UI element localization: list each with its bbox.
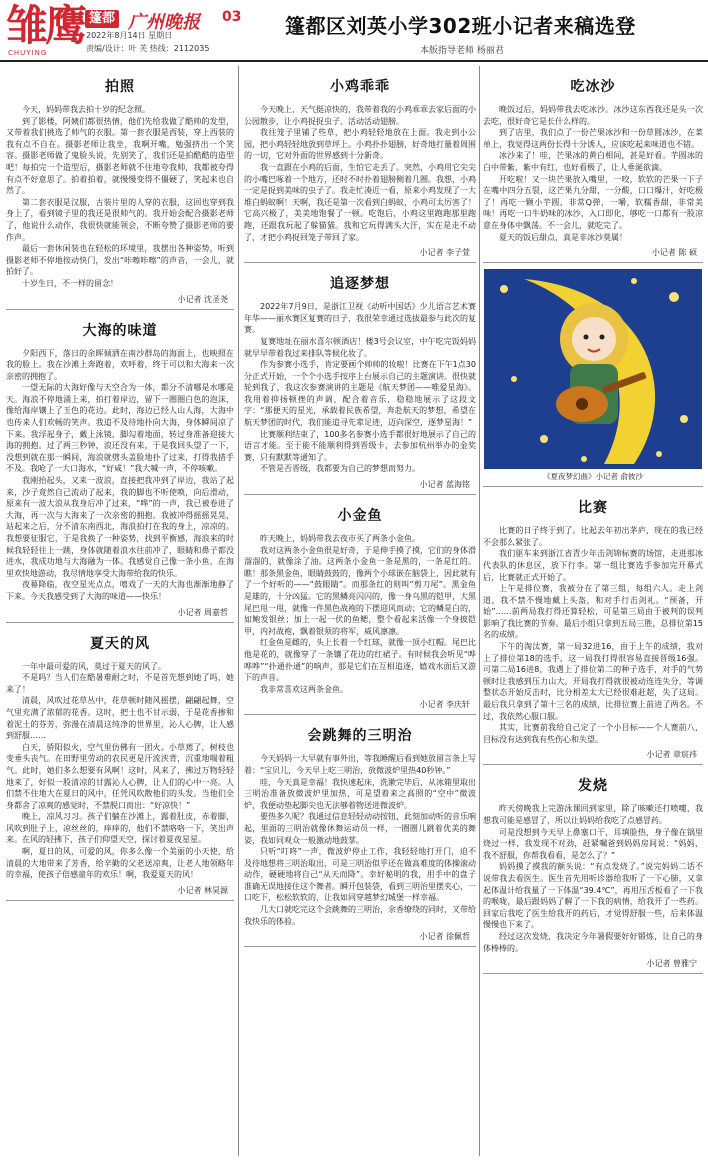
column-divider: [238, 66, 239, 1156]
paragraph: 2022年7月9日，是浙江卫视《动听中国话》少儿语言艺术赛年华——丽水赛区复赛的日子，我很荣幸通过选拔最参与此次的复赛。: [244, 302, 476, 335]
paragraph: 昨天傍晚我上完游泳课回到家里，除了咳嗽还打喷嚏，我想我可能是感冒了，所以让妈妈给我吃了点感冒药。: [483, 804, 703, 825]
paragraph: 我一直跟在小鸡的后面，生怕它走丢了。突然，小鸡用它尖尖的小嘴巴啄着一个地方，还时不时扑着翅膀侧着几圈。我想，小鸡一定是捉到美味的虫子了。我走忙凑近一看，原来小鸡发现了一大堆白蚂蚁啊！天啊，我还是第一次看到白蚂蚁，小鸡可太厉害了！它高兴极了，美美地饱餐了一顿。吃饱后，小鸡这里跑跑那里跑跑，还跟我玩起了躲猫猫。我和它玩得满头大汗，实在是走不动了，才把小鸡捉回笼子带回了家。: [244, 162, 476, 242]
paragraph: 夕阳西下，落日的余晖倾洒在南沙群岛的海面上，也映照在我的脸上。我在沙滩上奔跑着，欢呼着，终于可以和大海来一次亲密的拥抱了。: [6, 348, 234, 381]
paragraph: 只听“叮咚”一声，微波炉停止工作，我轻轻地打开门，迫不及待地想将三明治取出，可是三明治似乎还在做高难度的体操滚动动作，硬硬地将自己“从天而降”。幸好秘明的我，用手中的盘子准确无误地接住这个舞者。瞬开包装袋，看到三明治里摆夹心，一口吃下，松松软软的，让我如同穿越梦幻城堡一样幸福。: [244, 847, 476, 903]
paragraph: 晚饭过后，妈妈带我去吃冰沙。冰沙这东西我还是头一次去吃，很好奇它是长什么样的。: [483, 105, 703, 126]
section-divider: [244, 262, 476, 263]
paragraph: 比赛顺利结束了，100多名参赛小选手都很好地展示了自己的语言才能。至于能不能顺利得到晋级卡，去参加杭州举办的金奖赛，只有默默等通知了。: [244, 429, 476, 462]
paragraph: 几大口就吃完这个会跳舞的三明治，余香缭绕的同时，又带给我快乐的体验。: [244, 905, 476, 926]
section-divider: [244, 714, 476, 715]
article-byline: 小记者 章宸祎: [646, 750, 697, 760]
advisor-line: 本版指导老师 杨丽君: [420, 46, 504, 56]
article-title: 发烧: [578, 778, 608, 795]
column-1: [6, 66, 234, 1156]
paragraph: 不是吗？当人们在酷暑难耐之时，不是首先想到她了吗，她来了！: [6, 673, 234, 694]
article-body: [244, 301, 476, 475]
paragraph: 可是没想到今天早上鼻塞口干，耳填脸热，身子像在锅里烧过一样，我发现不对劲，赶紧嘱爸到妈妈房间说：“妈妈，我不舒服，你帮我看看，是怎么了？”: [483, 827, 703, 860]
paragraph: 一年中最可爱的风，莫过于夏天的风了。: [22, 661, 166, 671]
paragraph: 我非常喜欢这两条金鱼。: [260, 684, 348, 694]
paragraph: 复赛地址在丽水喜尔顿酒店！楼3号会议室，中午吃完饭妈妈就早早带着我过来排队等候化妆了。: [244, 336, 476, 358]
article-title: 拍照: [105, 79, 135, 95]
article-byline: 小记者 周嘉哲: [177, 607, 228, 617]
drawing-face: [572, 317, 616, 361]
article: [6, 76, 234, 310]
article: [483, 775, 703, 974]
paragraph: 啊，夏日的风，可爱的风，你多么像一个美丽的小天使，给清晨的大地带来了芳香，给辛勤的父老送凉爽，让老人地领略年的幸福，使孩子倍感童年的欢乐！啊，我爱夏天的风！: [6, 847, 234, 880]
article-body: [6, 348, 234, 603]
paragraph: 我们驱车来到浙江省青少年击剑锦标赛的场馆，走进那冰代表队的休息区，放下行李。第一组比赛选手参加完开幕式后，比赛就正式开始了。: [483, 549, 703, 582]
article: [483, 497, 703, 765]
issue-date: 2022年8月14日 星期日: [86, 31, 173, 40]
section-divider: [483, 764, 703, 765]
paragraph: 下午的淘汰赛，第一局32进16，由于上午的成绩，我对上了排位第18的选手，这一局我打得很容易直接晋级16强。可第二局16进8，我遇上了排位第二的种子选手，对手的气势顿时让我感到压力山大。开局我打得就很被动连连失分，等调整状态开始反击时，比分相差太大已经很难赶超，失了这局。最后我只拿到了第十三名的成绩，比排位赛上前进了两名。不过，我依然心服口服。: [483, 642, 703, 721]
paragraph: 到了影楼，阿姨们都很热情，他们先给我做了酷帅的发型，又带着我们挑选了帅气的衣服。第一套衣服是西装，穿上西装的我有点不自在。摄影老师让我坐，我啊开嘴，勉强挤出一个笑容。摄影老师做了鬼脸头说，先别笑了，我们还是拍酷酷的造型吧！每拍完一个造型后，摄影老师就不住地夸我帅，我都被夸得有点不好意思了。拍着拍着，就慢慢变得不僵硬了，笑起来也自然了。: [6, 116, 234, 196]
article-title: 会跳舞的三明治: [307, 728, 413, 745]
paragraph: 妈妈摸了摸我的额头说：“有点发烧了。”说完妈妈二话不说带我去看医生。医生首先用听诊器给我听了一下心肺，又拿起体温计给我量了一下体温“39.4℃”，再用压舌板看了一下我的喉咙，最后跟妈妈了解了一下我的病情，给我开了一些药。回家后我吃了医生给我开的药后，才觉得舒服一些，后来体温慢慢也下来了。: [483, 862, 703, 930]
paragraph: 今天妈妈一大早就有事外出，等我睡醒后看到她放留言条上写着：“宝贝儿，今天早上吃三明治，放微波炉里热40秒钟。”: [244, 754, 476, 775]
logo-text: 雏鹰: [6, 1, 85, 50]
paragraph: 我刚抬起头，又来一波浪，直接把我冲到了岸边，我站了起来，沙子竟然自己流动了起来，我的脚也不听使唤，向后滑动，原来有一波大浪从我身后冲了过来，“哗”的一声，我已被卷进了大海，再一次与大海来了一次亲密的拥抱。我被冲得摇摇晃晃，站起来之后，分不清东南西北，海浪拍打在我的身上，凉凉的。我想要征服它，于是我换了一种姿势，找到平衡感，海浪来的时候我轻轻往上一跳，身体就随着浪水往前冲了，眼睛和鼻子都没进水，我成功地与大海融为一体。我感觉自己像一条小鱼，在海里欢快地游动，我尽情地享受大海带给我的快乐。: [6, 476, 234, 578]
section-divider: [244, 946, 476, 947]
article-title: 追逐梦想: [330, 276, 390, 293]
article: [244, 505, 476, 715]
paragraph: 哇，今天真是幸福！我快速起床，洗漱完毕后，从冰箱里取出三明治准备放微波炉里加热，可是望着来之高照的“空中”微波炉，我便动垫起脚尖也无法够着物送进微波炉。: [244, 777, 476, 810]
paragraph: 其实，比赛前我给自己定了一个小目标——个人赛前八，目标没有达到我有些伤心和失望。: [483, 723, 703, 744]
section-divider: [483, 973, 703, 974]
paragraph: 经过这次发烧，我决定今年暑假要好好锻炼，让自己的身体棒棒的。: [483, 931, 703, 953]
section-divider: [6, 900, 234, 901]
article-body: [244, 753, 476, 927]
paragraph: 一望无际的大海好像与天空合为一体，都分不清哪是水哪是天。海浪不停地涌上来，拍打着岸边，留下一圈圈白色的泡沫，像给海岸镶上了玉色的花边。此时，海边已经人山人海，大海中也传来人们欢畅的笑声。我追不及待地扑向大海，身体瞬间凉了下来。我浮起身子，戴上泳镜，脚勾着地面，转过身准备迎接大海的拥抱。过了两三秒钟，浪还没有来，于是我回头望了一下，没想到就在那一瞬间，海浪就劈头盖脸地扑了过来，打得我措手不及。我呛了一大口海水，“好咸！”我大喊一声，不停咳嗽。: [6, 383, 234, 474]
paragraph: 红金鱼是雌的，头上长着一个红球，就像一顶小红帽。尾巴比他是花的，就像穿了一条镶了花边的红裙子。有时候我会听见“哗哗哗”“扑通扑通”的响声，那是它们在互相追逐，嬉戏水面后又游下的声音。: [244, 638, 476, 683]
article: [483, 76, 703, 263]
paragraph: 作为参赛小选手，肯定要画个帅帅的妆啦！比赛在下午1点30分正式开始，一个个小选手按序上台展示自己的主题演讲。很快就轮到我了，我这次参赛演讲的主题是《航天梦团——唯爱星海》。我用着抑扬顿挫的声调，配合着音乐，稳稳地展示了这段文字：“那便天的星光，承载着民族希望，奔赴航天的梦想，希望在航天梦团的时代，我们能追寻先辈足迹，迈向深空，逐梦星海！”: [244, 360, 476, 428]
paragraph: 我往笼子里铺了些草，把小鸡轻轻地放在上面。我走到小公园，把小鸡轻轻地放到草坪上。小鸡扑扑翅膀，好奇地打量着周围的一切，它对外面的世界感到十分新奇。: [244, 128, 476, 161]
article: [244, 725, 476, 947]
paragraph: 我对这两条小金鱼很是好奇，于是伸手摸了摸，它们的身体滑溜溜的，就像涂了油。这两条小金鱼一条是黑的，一条是红的。瞧！那条黑金鱼，眼睛鼓鼓的，像两个小球嵌在脑袋上，因此就有了一个好听的——“鼓眼睛”。而那条红的则叫“剪刀尾”。黑金鱼是雄的，十分凶猛。它的黑鳞亮闪闪的，像一身乌黑的铠甲，大黑尾巴甩一甩，就像一件黑色战袍的下摆迎风而动；它的鳞是白的，如鲍发银丝；加上一起一伏的鱼鳃，整个看起来活像一个身披铠甲，内衬战袍，飘着银须的将军，威风凛凛。: [244, 545, 476, 636]
section-divider: [6, 309, 234, 310]
article-body: [6, 661, 234, 881]
article-body: [244, 104, 476, 243]
paragraph: 开吃啦！又一块芒果放入嘴里，一咬，软软的芒果一下子在嘴中四分五裂，这芒果九分甜，一分酸，口口爆汁，好吃极了！再吃一颗小芋圆，非常Q弹，一嚼，软糯香甜，非常美味！再吃一口牛奶味的冰沙，入口即化，够吃一口都有一股凉意在身体中飘荡。不一会儿，就吃完了。: [483, 174, 703, 230]
article-body: [483, 104, 703, 243]
section-divider: [244, 494, 476, 495]
section-divider: [6, 622, 234, 623]
article-body: [6, 104, 234, 290]
masthead: [0, 0, 708, 62]
article: [6, 633, 234, 901]
column-2: [244, 66, 476, 1156]
paragraph: 最后一套休闲装也在轻松的环境里，我摆出各种姿势，听到摄影老师不停地按动快门，发出“咔嚓咔嚓”的声音，一会儿，就拍好了。: [6, 244, 234, 277]
editor-line: 责编/设计：叶 芙 热线：2112035: [86, 44, 210, 53]
article-byline: 小记者 沈圣尧: [177, 294, 228, 304]
column-divider: [479, 66, 480, 1156]
paragraph: 晚上，凉风习习。孩子们躺在沙滩上，露着肚皮，赤着脚，风吹到肚子上，凉丝丝的，痒痒的，他们不禁咯咯一下，笑出声来。在风的轻拂下，孩子们仰望天空，探讨着夏夜星星。: [6, 812, 234, 845]
paragraph: 比赛的日子终于到了。比起去年初出茅庐，现在的我已经不会那么紧张了。: [483, 526, 703, 547]
article: [244, 76, 476, 263]
paragraph: 冰沙来了！哇，芒果冰的黄白相间，甚是好看。芋圆冰的白中带紫，紫中有红，也好看极了，让人垂涎欲滴。: [483, 151, 703, 172]
paragraph: 今天，妈妈带我去拍十岁的纪念照。: [22, 105, 150, 114]
header-divider: [0, 60, 708, 62]
paper-name: 广州晚报: [128, 12, 200, 33]
logo-pinyin: CHUYING: [8, 49, 48, 57]
article-body: [483, 525, 703, 745]
article-byline: 小记者 蓝海铭: [419, 480, 470, 490]
paragraph: 清晨，风吹过花草丛中，花草顿时随风摇摆，翩翩起舞，空气里充满了浓郁的花香。这时，把土也不甘示弱，于是花香掺和着泥土的芬芳，弥漫在清晨这纯净的世界里，沁人心脾，让人感到舒服……: [6, 696, 234, 741]
district-badge: 篷都: [85, 10, 119, 28]
page-title: 篷都区刘英小学302班小记者来稿选登: [285, 14, 636, 38]
paragraph: 十岁生日，不一样的留念！: [22, 278, 118, 288]
article-title: 吃冰沙: [570, 79, 616, 95]
paragraph: 不管是否晋级，我都要为自己的梦想而努力。: [260, 464, 420, 474]
article-byline: 小记者 李庆轩: [419, 700, 470, 710]
article: [244, 273, 476, 495]
article-byline: 小记者 曾雅宁: [646, 959, 697, 969]
paragraph: 昨天晚上，妈妈带我去夜市买了两条小金鱼。: [260, 534, 420, 544]
article: [6, 320, 234, 623]
article-body: [244, 533, 476, 695]
article-byline: 小记者 徐佩哲: [419, 932, 470, 942]
section-divider: [483, 486, 703, 487]
paragraph: 第二套衣服是汉服，古装片里的人穿的衣服，这回也穿到我身上了，看到镜子里的我还是很帅气的。我开始会配合摄影老师了，他说什么动作，我很快就能领会，不断夸赞了摄影老师的要作声。: [6, 197, 234, 242]
paragraph: 夏天的饭后甜点，真是非冰沙莫属！: [499, 232, 627, 242]
article-title: 小鸡乖乖: [330, 79, 390, 95]
article-byline: 小记者 陈 硕: [651, 248, 697, 258]
article-byline: 小记者 林昊源: [177, 885, 228, 895]
article-title: 夏天的风: [90, 635, 150, 652]
paragraph: 今天晚上，天气挺凉快的，我带着我的小鸡乖乖去家后面的小公园散步，让小鸡捉捉虫子、活动活动翅膀。: [244, 105, 476, 126]
paragraph: 夜幕降临，夜空星光点点，嘻戏了一天的大海也渐渐地静了下来。今天我感受到了大海的味道——快乐！: [6, 580, 234, 601]
paragraph: 上午是排位赛，我被分在了第三组，每组六人。走上剑道，我不禁不慢地戴上头盔，和对手行击剑礼。“预备，开始”……前两局我打得还算轻松，可是第三局由于被判的误判影响了我比赛的节奏。最后小组只拿到五局三胜，总排位第15名的成绩。: [483, 584, 703, 640]
paragraph: 要热多久呢？我通过信息轻轻动动按钮，此刻加动听的音乐响起，里面的三明治就像休舞运动员一样，一圈圈儿跳着优美的舞姿，我如同观众一般激动地鼓掌。: [244, 812, 476, 845]
child-drawing: [484, 269, 702, 469]
paragraph: 到了店里，我们点了一份芒果冰沙和一份草圆冰沙，在菜单上，我觉得这两份长得十分诱人，应该吃起来味道也不错。: [483, 128, 703, 149]
page-number: 03: [222, 9, 242, 25]
article-title: 大海的味道: [82, 322, 158, 339]
article-title: 小金鱼: [337, 508, 383, 525]
section-divider: [483, 262, 703, 263]
article-byline: 小记者 李子萱: [419, 248, 470, 258]
paragraph: 白天，骄阳似火，空气里仿佛有一团火。小草蔫了，树枝也变垂头丧气。在田野里劳动的农民更是汗流浃背，沉重地喘着粗气。此时，她们多么想要有风啊！这时，风来了，拂过万物轻轻地来了，好似一股清凉的甘露沁人心脾，让人们的心中一亮。人们禁不住地大在夏日的风中，任凭风吹散他们的头发。当他们全身都舍了凉爽的感觉时，不禁脱口而出：“好凉快！”: [6, 742, 234, 810]
article-body: [483, 803, 703, 954]
column-3: [483, 66, 703, 1156]
drawing-caption: 《夏夜梦幻曲》小记者 俞彼沙: [543, 472, 643, 482]
article-title: 比赛: [578, 500, 608, 517]
